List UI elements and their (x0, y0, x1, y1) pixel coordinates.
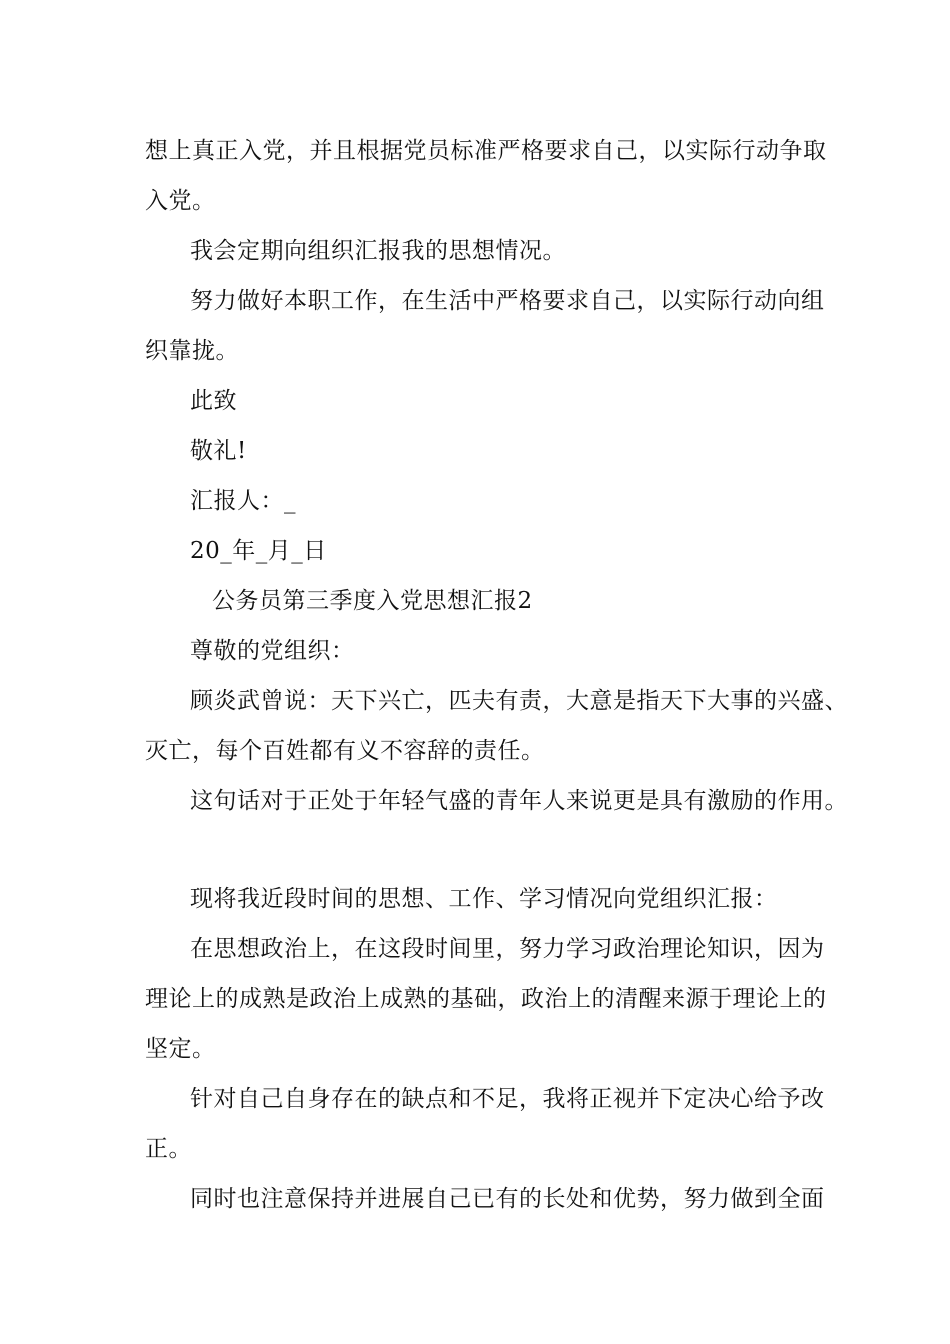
body-line: 坚定。 (145, 1036, 216, 1062)
body-line: 在思想政治上，在这段时间里，努力学习政治理论知识，因为 (190, 936, 825, 962)
body-line: 灭亡，每个百姓都有义不容辞的责任。 (145, 738, 545, 764)
body-line: 努力做好本职工作，在生活中严格要求自己，以实际行动向组 (190, 288, 825, 314)
body-line: 针对自己自身存在的缺点和不足，我将正视并下定决心给予改 (190, 1086, 825, 1112)
greeting: 尊敬的党组织： (190, 638, 355, 664)
body-line: 顾炎武曾说：天下兴亡，匹夫有责，大意是指天下大事的兴盛、 (190, 688, 848, 714)
report-date: 20_年_月_日 (190, 538, 327, 564)
body-line: 同时也注意保持并进展自己已有的长处和优势，努力做到全面 (190, 1186, 825, 1212)
body-line: 现将我近段时间的思想、工作、学习情况向党组织汇报： (190, 886, 778, 912)
body-line: 我会定期向组织汇报我的思想情况。 (190, 238, 566, 264)
body-line: 想上真正入党，并且根据党员标准严格要求自己，以实际行动争取 (145, 138, 827, 164)
body-line: 理论上的成熟是政治上成熟的基础，政治上的清醒来源于理论上的 (145, 986, 827, 1012)
body-line: 织靠拢。 (145, 338, 239, 364)
closing-regards: 敬礼! (190, 438, 247, 464)
body-line: 正。 (145, 1136, 192, 1162)
body-line: 这句话对于正处于年轻气盛的青年人来说更是具有激励的作用。 (190, 788, 848, 814)
reporter-signature: 汇报人：_ (190, 488, 296, 514)
section-title: 公务员第三季度入党思想汇报2 (212, 588, 533, 614)
closing-salutation: 此致 (190, 388, 237, 414)
body-line: 入党。 (145, 188, 216, 214)
